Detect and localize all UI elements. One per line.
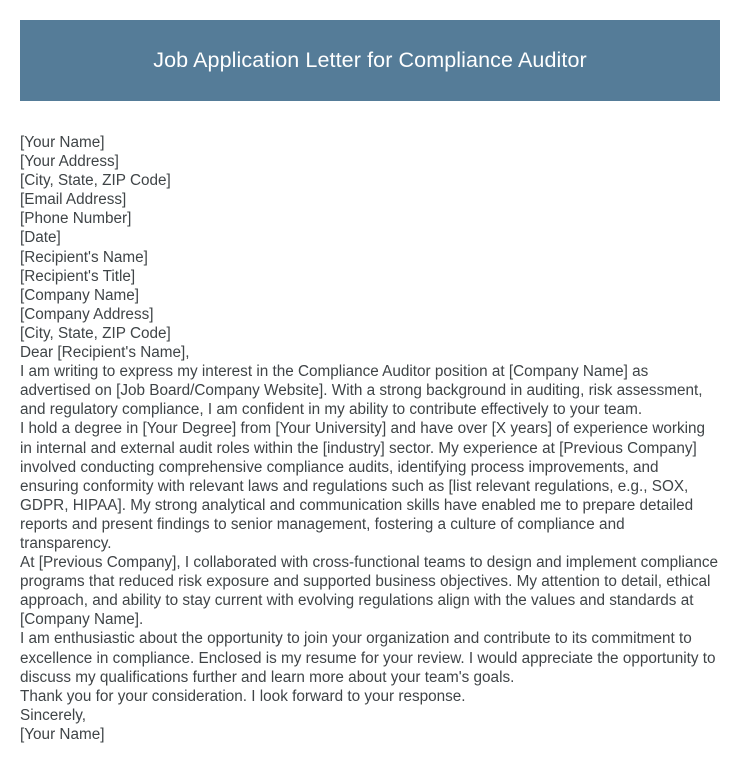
- body-paragraph-1: I am writing to express my interest in the Compliance Auditor position at [Company Name] as advertised on [Job Board/Company Website]. With a strong background in auditing, risk assessment, and regulatory compliance, I am confident in my ability to contribute effectively to your team.: [20, 363, 703, 419]
- sender-address: [Your Address]: [20, 153, 119, 171]
- closing-salutation: Sincerely,: [20, 706, 87, 724]
- sender-name: [Your Name]: [20, 134, 105, 151]
- body-paragraph-3: At [Previous Company], I collaborated with cross-functional teams to design and implement compliance programs that reduced risk exposure and supported business objectives. My attention to detail, ethical approach, and ability to stay current with evolving regulations align with the values and standards at [Company Name].: [20, 554, 719, 629]
- recipient-company-name: [Company Name]: [20, 286, 140, 304]
- sender-phone: [Phone Number]: [20, 210, 132, 228]
- body-paragraph-4: I am enthusiastic about the opportunity to join your organization and contribute to its commitment to excellence in compliance. Enclosed is my resume for your review. I would appreciate the opportunity to discuss my qualifications further and learn more about your team's goals.: [20, 630, 716, 686]
- page-title: Job Application Letter for Compliance Auditor: [153, 47, 587, 72]
- recipient-name: [Recipient's Name]: [20, 248, 148, 266]
- sender-city-state-zip: [City, State, ZIP Code]: [20, 172, 171, 190]
- sender-email: [Email Address]: [20, 191, 127, 209]
- recipient-company-address: [Company Address]: [20, 305, 154, 323]
- recipient-title: [Recipient's Title]: [20, 267, 136, 285]
- recipient-city-state-zip: [City, State, ZIP Code]: [20, 324, 171, 342]
- header-banner: [20, 20, 720, 101]
- letter-date: [Date]: [20, 229, 61, 247]
- signature-name: [Your Name]: [20, 725, 105, 743]
- body-paragraph-2: I hold a degree in [Your Degree] from [Your University] and have over [X years] of experience working in internal and external audit roles within the [industry] sector. My experience at [Previous Company] involved conducting comprehensive compliance audits, identifying process improvements, and ensuring conformity with relevant laws and regulations such as [list relevant regulations, e.g., SOX, GDPR, HIPAA]. My strong analytical and communication skills have enabled me to prepare detailed reports and present findings to senior management, fostering a culture of compliance and transparency.: [20, 420, 706, 552]
- closing-thanks: Thank you for your consideration. I look forward to your response.: [20, 687, 466, 705]
- letter-content: [20, 133, 720, 744]
- salutation: Dear [Recipient's Name],: [20, 344, 190, 362]
